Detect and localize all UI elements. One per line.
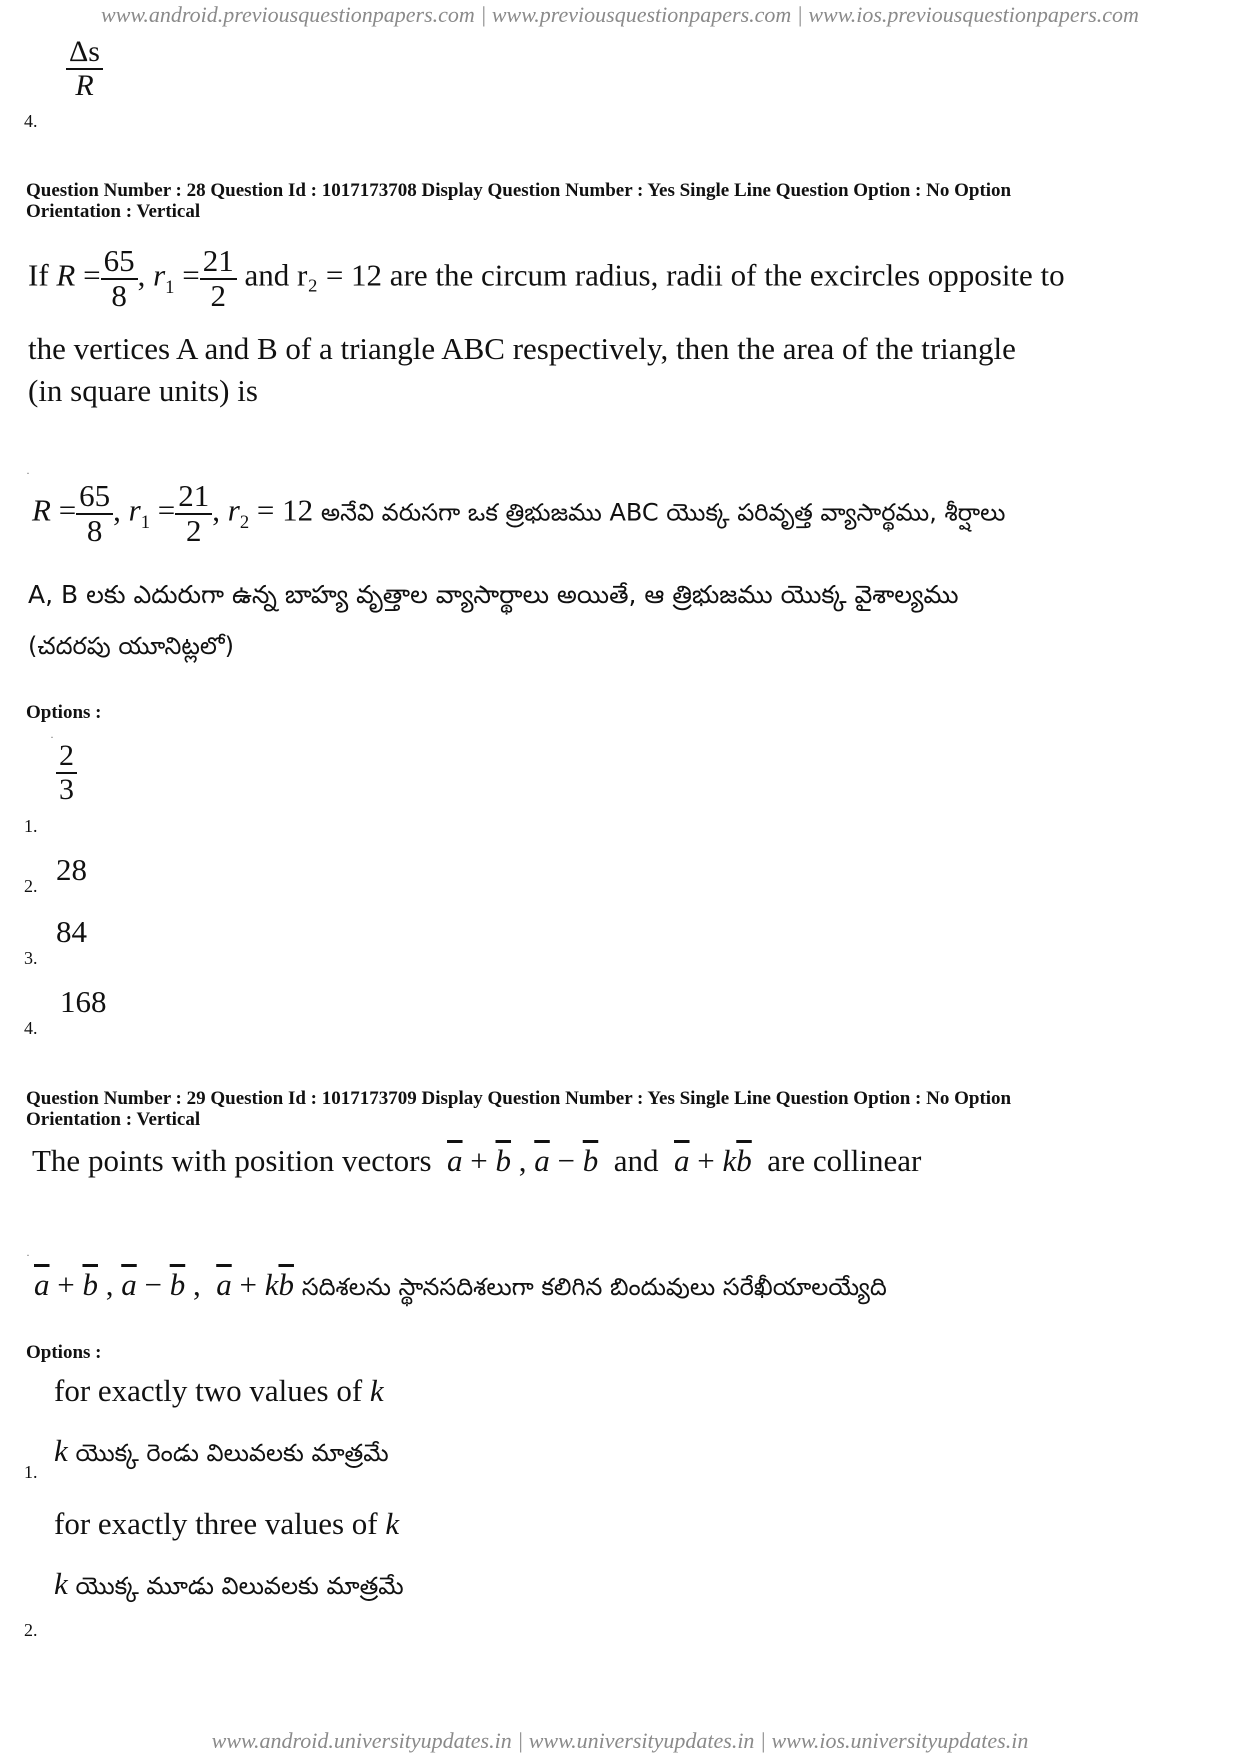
q28-options-label: Options : <box>26 702 102 723</box>
q29-option-2-number: 2. <box>24 1620 38 1640</box>
q29-option-1-number: 1. <box>24 1462 38 1482</box>
q28-option-1-numerator: 2 <box>56 740 77 774</box>
q28-meta-line1: Question Number : 28 Question Id : 1017173708 Display Question Number : Yes Single Line Question Option : No Option <box>26 180 1012 201</box>
q28-telugu-line1-rest: అనేవి వరుసగా ఒక త్రిభుజము ABC యొక్క పరివృత్త వ్యాసార్థము, శీర్షాలు <box>320 498 1006 527</box>
q29-option-2-telugu: k యొక్క మూడు విలువలకు మాత్రమే <box>54 1566 404 1601</box>
q29-option-1-telugu: k యొక్క రెండు విలువలకు మాత్రమే <box>54 1433 389 1468</box>
q29-telugu-line: $\overline{a} + \overline{b}$ , $\overline{a} - \overline{b}$ , $\overline{a} + k\overline{b}$ సదిశలను స్థానసదిశలుగా కలిగిన బిందువులు సరేఖీయాలయ్యేది <box>34 1267 887 1302</box>
q29-options-label: Options : <box>26 1342 102 1363</box>
q28-option-1-fraction <box>56 740 77 805</box>
footer-watermark: www.android.universityupdates.in | www.universityupdates.in | www.ios.universityupdates.in <box>211 1728 1029 1753</box>
q28-english-line1: If R = $\frac{65}{8}$ , $r_1$ = $\frac{21}{2}$ and r₂ = 12 are the circum radius, radii of the excircles opposite to <box>28 243 1065 313</box>
q28-meta <box>26 180 1206 222</box>
q28-english-line3: (in square units) is <box>28 373 258 408</box>
q28-telugu-line2: A, B లకు ఎదురుగా ఉన్న బాహ్య వృత్తాల వ్యాసార్థాలు అయితే, ఆ త్రిభుజము యొక్క వైశాల్యము <box>28 580 959 609</box>
q29-option-1-english: for exactly two values of k <box>54 1373 384 1408</box>
q28-option-3-number: 3. <box>24 948 38 968</box>
prev-option-4-fraction <box>66 36 103 101</box>
q29-telugu-suffix: సదిశలను స్థానసదిశలుగా కలిగిన బిందువులు సరేఖీయాలయ్యేది <box>301 1273 887 1301</box>
q29-english-suffix: are collinear <box>767 1143 922 1178</box>
q29-meta-line1: Question Number : 29 Question Id : 1017173709 Display Question Number : Yes Single Line Question Option : No Option <box>26 1088 1012 1109</box>
q29-meta-line2: Orientation : Vertical <box>26 1109 201 1130</box>
prev-option-numerator: Δs <box>66 36 103 70</box>
q28-option-4-value: 168 <box>60 984 107 1019</box>
separator-dot: · <box>50 730 54 744</box>
q29-english-prefix: The points with position vectors <box>32 1143 432 1178</box>
q28-option-2-number: 2. <box>24 876 38 896</box>
q29-english-and: and <box>613 1143 659 1178</box>
header-watermark: www.android.previousquestionpapers.com | www.previousquestionpapers.com | www.ios.previousquestionpapers.com <box>101 2 1139 27</box>
q28-english-line2: the vertices A and B of a triangle ABC respectively, then the area of the triangle <box>28 331 1016 366</box>
q28-option-1-denominator: 3 <box>59 772 74 806</box>
q29-option-1-english-text: for exactly two values of <box>54 1373 363 1408</box>
q28-meta-line2: Orientation : Vertical <box>26 201 201 222</box>
q29-option-2-english-text: for exactly three values of <box>54 1506 378 1541</box>
q28-option-4-number: 4. <box>24 1018 38 1038</box>
q28-english-line1-rest: and r₂ = 12 are the circum radius, radii of the excircles opposite to <box>244 257 1065 293</box>
separator-dot: · <box>26 466 30 480</box>
prev-option-4-number: 4. <box>24 111 38 131</box>
q28-option-3-value: 84 <box>56 914 87 949</box>
q28-option-2-value: 28 <box>56 852 87 887</box>
q29-english-line: The points with position vectors $\overline{a} + \overline{b}$ , $\overline{a} - \overline{b}$ and $\overline{a} + k\overline{b}$ are collinear <box>32 1143 922 1178</box>
q29-option-2-telugu-text: యొక్క మూడు విలువలకు మాత్రమే <box>75 1572 404 1600</box>
q29-option-1-telugu-text: యొక్క రెండు విలువలకు మాత్రమే <box>75 1439 389 1467</box>
q29-meta <box>26 1088 1206 1130</box>
q28-option-1-number: 1. <box>24 816 38 836</box>
separator-dot: · <box>26 1248 30 1262</box>
q28-if-word: If <box>28 257 49 293</box>
prev-option-denominator: R <box>75 68 94 102</box>
q28-telugu-line1: R = $\frac{65}{8}$ , $r_1$ = $\frac{21}{2}$ , $r_2 = 12$ అనేవి వరుసగా ఒక త్రిభుజము ABC యొక్క పరివృత్త వ్యాసార్థము, శీర్షాలు <box>32 478 1006 548</box>
q29-option-2-english: for exactly three values of k <box>54 1506 400 1541</box>
q28-telugu-line3: (చదరపు యూనిట్లలో) <box>28 632 234 660</box>
